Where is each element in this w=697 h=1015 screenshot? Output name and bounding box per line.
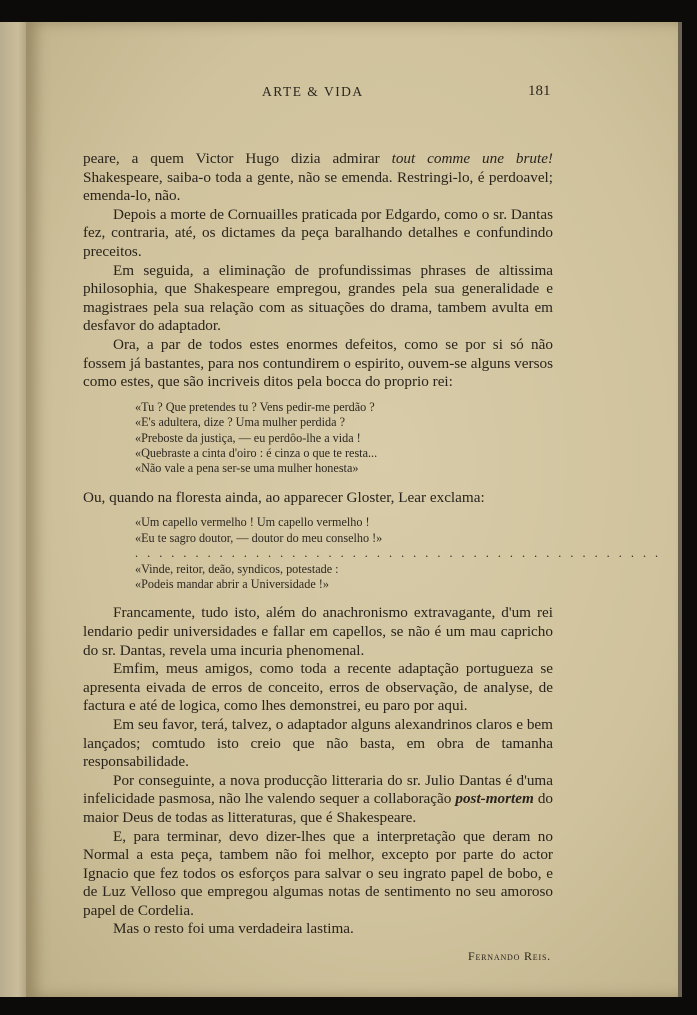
verse-line: «E's adultera, dize ? Uma mulher perdida ? — [135, 415, 345, 430]
paragraph-7: Emfim, meus amigos, como toda a recente adaptação portugueza se apresenta eivada de erros de conceito, erros de observação, de analyse, de factura e até de logica, como lhes demonstrei, eu paro por aqui. — [83, 660, 553, 715]
paragraph-5: Ou, quando na floresta ainda, ao apparecer Gloster, Lear exclama: — [83, 488, 485, 506]
verse-block-2 — [135, 515, 662, 592]
p1-text-b: Shakespeare, saiba-o toda a gente, não se emenda. Restringi-lo, é perdoavel; emenda-lo, não. — [83, 168, 553, 205]
verse-line: «Quebraste a cinta d'oiro : é cinza o que te resta... — [135, 445, 378, 460]
paragraph-2: Depois a morte de Cornuailles praticada por Edgardo, como o sr. Dantas fez, contraria, até, os dictames da peça baralhando detalhes e confundindo preceitos. — [83, 205, 553, 260]
verse-line: «Eu te sagro doutor, — doutor do meu conselho !» — [135, 530, 383, 545]
paragraph-11: Mas o resto foi uma verdadeira lastima. — [113, 920, 354, 938]
paragraph-1 — [83, 150, 553, 206]
verse-line: «Tu ? Que pretendes tu ? Vens pedir-me perdão ? — [135, 399, 375, 414]
paragraph-9 — [83, 772, 553, 828]
verse-line: «Não vale a pena ser-se uma mulher honesta» — [135, 461, 359, 476]
page-edge-shadow — [678, 22, 682, 997]
p9-text-b: do maior Deus de todas as litteraturas, que é Shakespeare. — [83, 790, 554, 826]
verse-line: «Vinde, reitor, deão, syndicos, potestade : — [135, 561, 339, 576]
p9-emphasis: post-mortem — [455, 790, 534, 808]
verse-line: «Preboste da justiça, — eu perdôo-lhe a vida ! — [135, 430, 361, 445]
paragraph-6: Francamente, tudo isto, além do anachronismo extravagante, d'um rei lendario pedir universidades e fallar em capellos, se não é um mau capricho do sr. Dantas, revela uma incuria phenomenal. — [83, 604, 553, 659]
running-title: ARTE & VIDA — [262, 84, 364, 99]
p1-quote: tout comme une brute! — [391, 150, 553, 167]
paragraph-4: Ora, a par de todos estes enormes defeitos, como se por si só não fossem já bastantes, para nos contundirem o espirito, ouvem-se alguns versos como estes, que são incriveis ditos pela bocca do proprio rei: — [83, 335, 553, 391]
verse-line: «Podeis mandar abrir a Universidade !» — [135, 576, 329, 591]
paragraph-8: Em seu favor, terá, talvez, o adaptador alguns alexandrinos claros e bem lançados; comtudo isto creio que não basta, em obra de tamanha responsabilidade. — [83, 715, 553, 771]
article-body — [83, 150, 662, 966]
p1-text-a: peare, a quem Victor Hugo dizia admirar — [83, 150, 392, 167]
page-number: 181 — [528, 83, 551, 99]
verse-ellipsis: . . . . . . . . . . . . . . . . . . . . . . . . . . . . . . . . . . . . . . . . . . . . — [135, 546, 662, 561]
page-header — [26, 84, 678, 104]
author-signature: Fernando Reis. — [468, 949, 551, 964]
p9-text-a: Por conseguinte, a nova producção litteraria do sr. Julio Dantas é d'uma infelicidade pasmosa, não lhe valendo sequer a collaboração — [83, 771, 553, 808]
book-page — [26, 22, 678, 997]
paragraph-3: Em seguida, a eliminação de profundissimas phrases de altissima philosophia, que Shakespeare empregou, grandes pela sua generalidade e magistraes pela sua relação com as situações do drama, tambem avulta em desfavor do adaptador. — [83, 261, 553, 335]
verse-line: «Um capello vermelho ! Um capello vermelho ! — [135, 515, 370, 530]
paragraph-10: E, para terminar, devo dizer-lhes que a interpretação que deram no Normal a esta peça, tambem não foi melhor, excepto por parte do actor Ignacio que fez todos os esforços para salvar o seu ingrato papel de bobo, e de Luz Velloso que empregou algumas notas de sentimento no seu amoroso papel de Cordelia. — [83, 827, 553, 919]
verse-block-1 — [135, 400, 553, 477]
